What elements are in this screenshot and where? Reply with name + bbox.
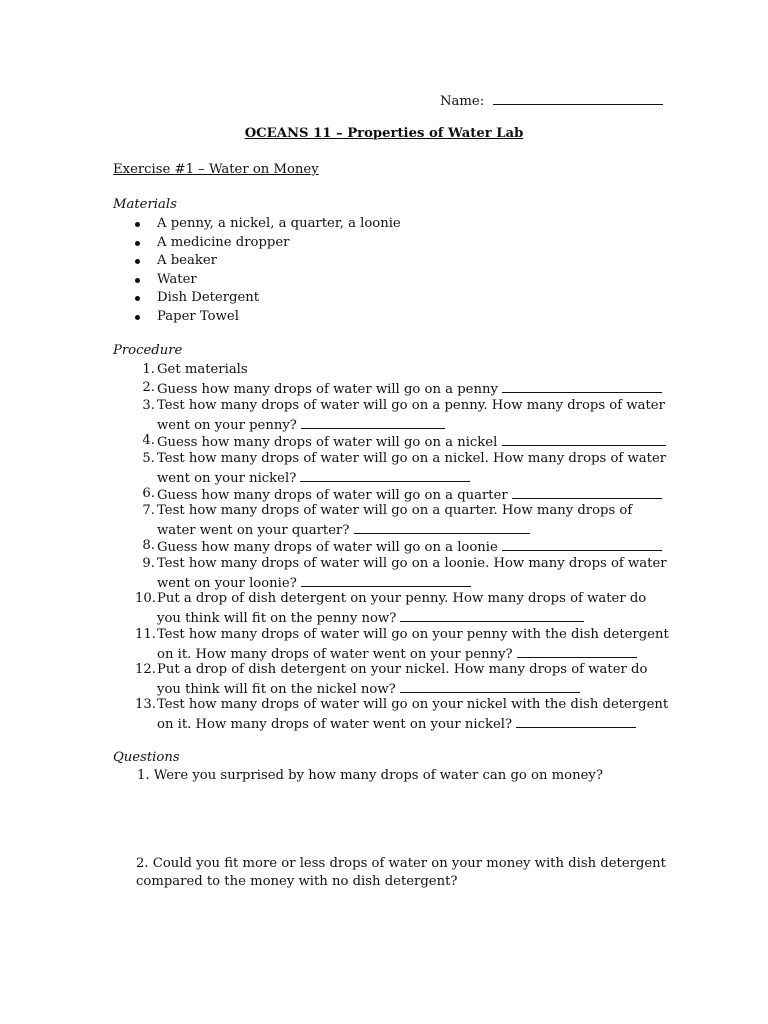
- procedure-heading: Procedure: [113, 343, 183, 358]
- list-item: A beaker: [135, 252, 401, 271]
- list-item: A penny, a nickel, a quarter, a loonie: [135, 215, 401, 234]
- answer-blank[interactable]: [300, 468, 470, 482]
- materials-heading: Materials: [113, 197, 177, 212]
- bullet-icon: [135, 241, 140, 246]
- answer-blank[interactable]: [502, 379, 662, 393]
- answer-blank[interactable]: [301, 573, 471, 587]
- answer-blank[interactable]: [502, 537, 662, 551]
- questions-heading: Questions: [113, 750, 180, 765]
- question-2-line-1: 2. Could you fit more or less drops of water on your money with dish detergent: [136, 856, 666, 871]
- page-title: OCEANS 11 – Properties of Water Lab: [244, 126, 524, 141]
- exercise-title: Exercise #1 – Water on Money: [113, 162, 319, 177]
- list-item: Dish Detergent: [135, 289, 401, 308]
- answer-blank[interactable]: [400, 679, 580, 693]
- bullet-icon: [135, 259, 140, 264]
- materials-list: [135, 215, 401, 326]
- bullet-icon: [135, 222, 140, 227]
- answer-blank[interactable]: [516, 714, 636, 728]
- bullet-icon: [135, 315, 140, 320]
- answer-blank[interactable]: [502, 432, 666, 446]
- name-field[interactable]: [440, 91, 663, 109]
- name-label: Name:: [440, 94, 485, 109]
- answer-blank[interactable]: [301, 415, 445, 429]
- list-item: A medicine dropper: [135, 234, 401, 253]
- worksheet-page: Name: OCEANS 11 – Properties of Water Lab Exercise #1 – Water on Money Materials A penny, a nickel, a quarter, a loonie A medicine dropper A beaker Water Dish Detergent Paper Towel Procedure 1. Get materials 2. Guess how many drops of water will go on a penny 3. Test how many drops of water will go on a penny. How many drops of water went on your penny? 4. Guess how many drops of water will go on a nickel 5. Test how many drops of water will go on a nickel. How many drops of water went on your nickel? 6. Guess how many drops of water will go on a quarter 7. Test how many drops of water will go on a quarter. How many drops of water went on your quarter? 8. Guess how many drops of water will go on a loonie 9. Test how many drops of water will go on a loonie. How many drops of water went on your loonie? 10. Put a drop of dish detergent on your penny. How many drops of water do you think will fit on the penny now? 11. Test how many drops of water will go on your penny with the dish detergent on it. How many drops of water went on your penny? 12. Put a drop of dish detergent on your nickel. How many drops of water do you think will fit on the nickel now? 13. Test how many drops of water will go on your nickel with the dish detergent on it. How many drops of water went on your nickel? Questions 1. Were you surprised by how many drops of water can go on money? 2. Could you fit more or less drops of water on your money with dish detergent compared to the money with no dish detergent?: [0, 0, 768, 1024]
- answer-blank[interactable]: [512, 485, 662, 499]
- answer-blank[interactable]: [400, 608, 584, 622]
- question-1: 1. Were you surprised by how many drops of water can go on money?: [137, 768, 603, 783]
- bullet-icon: [135, 278, 140, 283]
- bullet-icon: [135, 296, 140, 301]
- answer-blank[interactable]: [354, 520, 530, 534]
- name-blank[interactable]: [493, 91, 663, 105]
- list-item: Paper Towel: [135, 308, 401, 327]
- list-item: Water: [135, 271, 401, 290]
- question-2-line-2: compared to the money with no dish detergent?: [136, 874, 458, 889]
- answer-blank[interactable]: [517, 644, 637, 658]
